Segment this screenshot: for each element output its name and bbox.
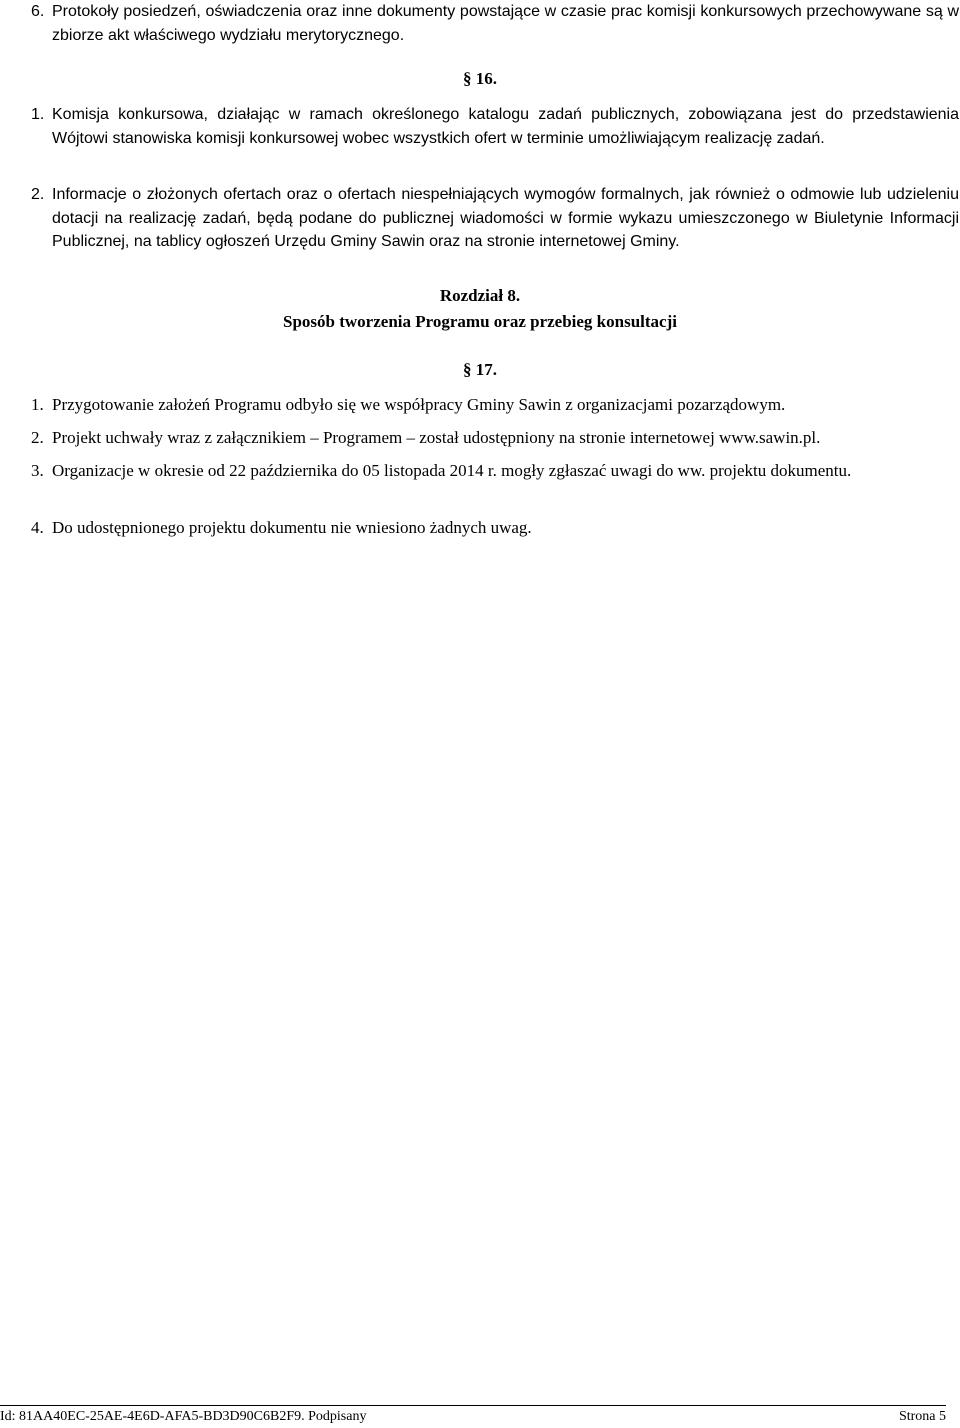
paragraph-text: Projekt uchwały wraz z załącznikiem – Programem – został udostępniony na stronie internetowej www.sawin.pl. (52, 428, 821, 447)
paragraph-6 (31, 0, 959, 47)
paragraph-number: 2. (31, 428, 44, 447)
section-17-paragraph-3 (31, 459, 959, 483)
paragraph-number: 1. (31, 106, 45, 123)
footer-page-number: Strona 5 (898, 1409, 946, 1424)
chapter-number: Rozdział 8. (439, 286, 521, 305)
section-heading-16: § 16. (463, 69, 497, 88)
footer-document-id: Id: 81AA40EC-25AE-4E6D-AFA5-BD3D90C6B2F9. Podpisany (0, 1409, 367, 1424)
paragraph-number: 3. (31, 461, 44, 480)
paragraph-text: Protokoły posiedzeń, oświadczenia oraz inne dokumenty powstające w czasie prac komisji konkursowych przechowywane są w zbiorze akt właściwego wydziału merytorycznego. (52, 3, 959, 44)
paragraph-text: Komisja konkursowa, działając w ramach określonego katalogu zadań publicznych, zobowiązana jest do przedstawienia Wójtowi stanowiska komisji konkursowej wobec wszystkich ofert w terminie umożliwiającym realizację zadań. (52, 106, 959, 147)
section-17-paragraph-2 (31, 426, 959, 450)
paragraph-number: 2. (31, 186, 45, 203)
section-16-paragraph-2 (31, 183, 959, 254)
paragraph-text: Do udostępnionego projektu dokumentu nie wniesiono żadnych uwag. (52, 518, 532, 537)
paragraph-number: 4. (31, 518, 44, 537)
paragraph-text: Organizacje w okresie od 22 października do 05 listopada 2014 r. mogły zgłaszać uwagi do ww. projektu dokumentu. (52, 461, 852, 480)
paragraph-text: Przygotowanie założeń Programu odbyło się we współpracy Gminy Sawin z organizacjami pozarządowym. (52, 395, 786, 414)
section-17-paragraph-1 (31, 393, 959, 417)
paragraph-number: 1. (31, 395, 44, 414)
footer-divider (0, 1405, 946, 1406)
section-16-paragraph-1 (31, 103, 959, 150)
paragraph-text: Informacje o złożonych ofertach oraz o ofertach niespełniających wymogów formalnych, jak również o odmowie lub udzieleniu dotacji na realizację zadań, będą podane do publicznej wiadomości w formie wykazu umieszczonego w Biuletynie Informacji Publicznej, na tablicy ogłoszeń Urzędu Gminy Sawin oraz na stronie internetowej Gminy. (52, 186, 959, 250)
section-17-paragraph-4 (31, 516, 959, 540)
paragraph-number: 6. (31, 3, 45, 20)
chapter-title: Sposób tworzenia Programu oraz przebieg konsultacji (283, 312, 677, 331)
section-heading-17: § 17. (463, 360, 497, 379)
